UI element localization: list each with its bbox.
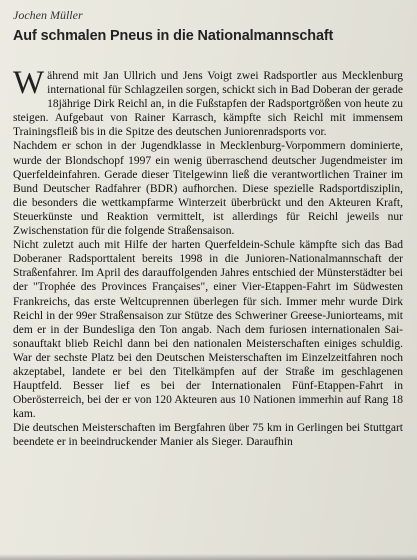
article-title: Auf schmalen Pneus in die Nationalmannschaft	[13, 28, 334, 44]
page-edge-shadow	[0, 554, 417, 560]
paragraph-1	[13, 65, 403, 139]
drop-cap: W	[13, 65, 45, 101]
article-body	[13, 65, 403, 450]
paragraph-2: Nachdem er schon in der Jugendklasse in Mecklenburg-Vorpommern dominierte, wurde der Blondschopf 1997 ein wenig überraschend deutscher Jugendmeister im Querfeldeinfahren. Gerade dieser Titelgewinn ließ die verantwortlichen Trainer im Bund Deutscher Radfahrer (BDR) aufhorchen. Diese spezielle Radsportdisziplin, die besonders die wettkampfarme Winterzeit überbrückt und den Akteuren Kraft, Steuerkünste und Reaktion vermittelt, ist allerdings für Reichl jeweils nur Zwischenstation für die folgende Straßensaison.	[13, 140, 403, 238]
paragraph-4: Die deutschen Meisterschaften im Bergfahren über 75 km in Gerlingen bei Stuttgart beendete er in beeindruckender Manier als Sieger. Daraufhin	[13, 422, 403, 449]
paragraph-3: Nicht zuletzt auch mit Hilfe der harten Querfeldein-Schule kämpfte sich das Bad Doberaner Radsporttalent bereits 1998 in die Junioren-Nationalmannschaft der Straßenfahrer. Im April des darauffolgenden Jahres entschied der Münsterstädter bei der "Trophée des Provinces Françaises", einer Vier-Etappen-Fahrt im Südwesten Frankreichs, das erste Weltcuprennen überlegen für sich. Immer mehr wurde Dirk Reichl in der 99er Straßensaison zur Stütze des Schweriner Greese-Juniorteams, mit dem er in der Bundesliga den Ton angab. Nach dem furiosen internationalen Saisonauftakt blieb Reichl dann bei den nationalen Meisterschaften einiges schuldig. War der sechste Platz bei den Deutschen Meisterschaften im Einzelzeitfahren noch akzeptabel, landete er bei den Titelkämpfen auf der Straße im geschlagenen Hauptfeld. Besser lief es bei der Internationalen Fünf-Etappen-Fahrt in Oberösterreich, bei der er von 120 Akteuren aus 10 Nationen immerhin auf Rang 18 kam.	[13, 239, 403, 421]
paragraph-1-text: ährend mit Jan Ullrich und Jens Voigt zwei Radsportler aus Mecklenburg international für Schlagzeilen sorgen, schickt sich in Bad Doberan der gerade 18jährige Dirk Reichl an, in die Fußstapfen der Radsportgrößen von heute zu steigen. Aufgebaut von Rainer Karrasch, kämpfte sich Reichl mit immensem Trainingsfleiß bis in die Spitze des deutschen Juniorenradsports vor.	[13, 70, 403, 139]
author-name: Jochen Müller	[13, 8, 83, 22]
